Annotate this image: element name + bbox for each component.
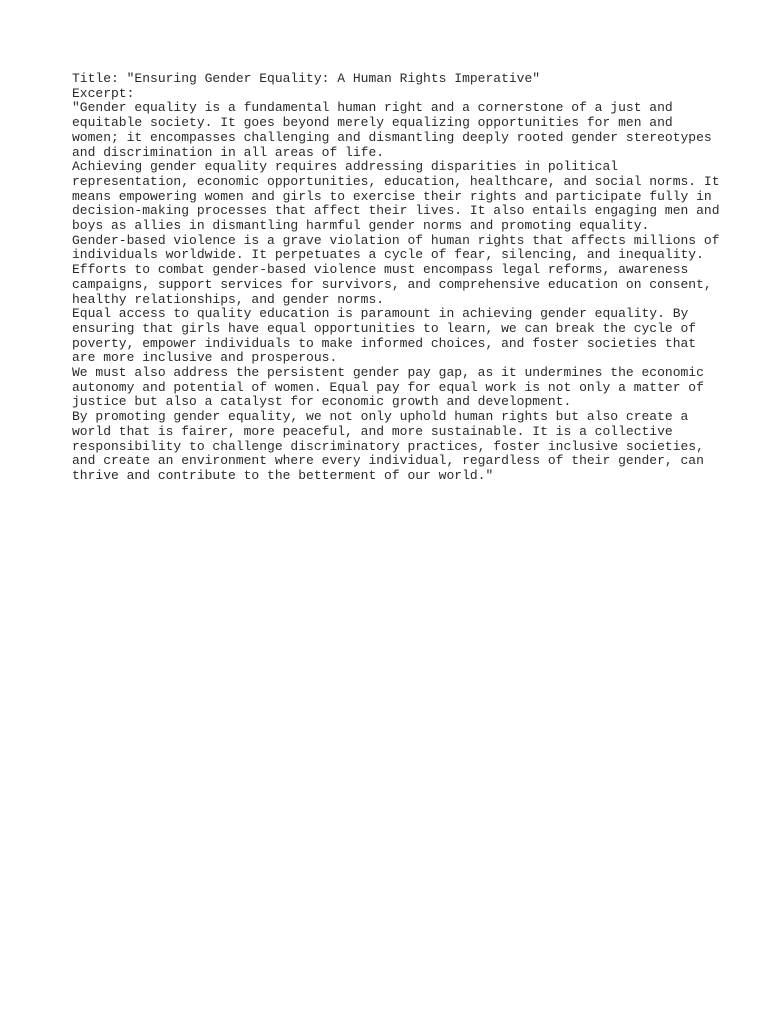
text-line: Achieving gender equality requires addressing disparities in political	[72, 159, 619, 175]
text-line: thrive and contribute to the betterment of our world."	[72, 467, 494, 483]
text-line: poverty, empower individuals to make informed choices, and foster societies that	[72, 335, 697, 351]
text-line: are more inclusive and prosperous.	[72, 350, 338, 366]
text-line: campaigns, support services for survivors, and comprehensive education on consent,	[72, 276, 712, 292]
text-line: Gender-based violence is a grave violation of human rights that affects millions of	[72, 232, 720, 248]
text-line: Efforts to combat gender-based violence must encompass legal reforms, awareness	[72, 262, 689, 278]
text-line: and discrimination in all areas of life.	[72, 144, 385, 160]
text-line: women; it encompasses challenging and dismantling deeply rooted gender stereotypes	[72, 129, 712, 145]
text-line: means empowering women and girls to exercise their rights and participate fully in	[72, 188, 712, 204]
text-line: autonomy and potential of women. Equal pay for equal work is not only a matter of	[72, 379, 704, 395]
document-page	[72, 71, 720, 484]
text-line: and create an environment where every individual, regardless of their gender, can	[72, 453, 704, 469]
text-line: By promoting gender equality, we not only uphold human rights but also create a	[72, 409, 689, 425]
text-line: healthy relationships, and gender norms.	[72, 291, 385, 307]
text-line: world that is fairer, more peaceful, and more sustainable. It is a collective	[72, 423, 673, 439]
text-line: decision-making processes that affect their lives. It also entails engaging men and	[72, 203, 720, 219]
text-line: individuals worldwide. It perpetuates a cycle of fear, silencing, and inequality.	[72, 247, 704, 263]
text-line: responsibility to challenge discriminatory practices, foster inclusive societies,	[72, 438, 704, 454]
text-line: ensuring that girls have equal opportunities to learn, we can break the cycle of	[72, 320, 697, 336]
title-line: Title: "Ensuring Gender Equality: A Human Rights Imperative"	[72, 71, 541, 86]
text-line: boys as allies in dismantling harmful gender norms and promoting equality.	[72, 218, 650, 234]
text-line: equitable society. It goes beyond merely equalizing opportunities for men and	[72, 115, 673, 131]
text-line: We must also address the persistent gender pay gap, as it undermines the economic	[72, 365, 704, 381]
excerpt-label: Excerpt:	[72, 85, 135, 101]
text-line: Equal access to quality education is paramount in achieving gender equality. By	[72, 306, 689, 322]
text-line: representation, economic opportunities, education, healthcare, and social norms. It	[72, 173, 720, 189]
text-line: justice but also a catalyst for economic growth and development.	[72, 394, 572, 410]
text-line: "Gender equality is a fundamental human right and a cornerstone of a just and	[72, 100, 673, 116]
